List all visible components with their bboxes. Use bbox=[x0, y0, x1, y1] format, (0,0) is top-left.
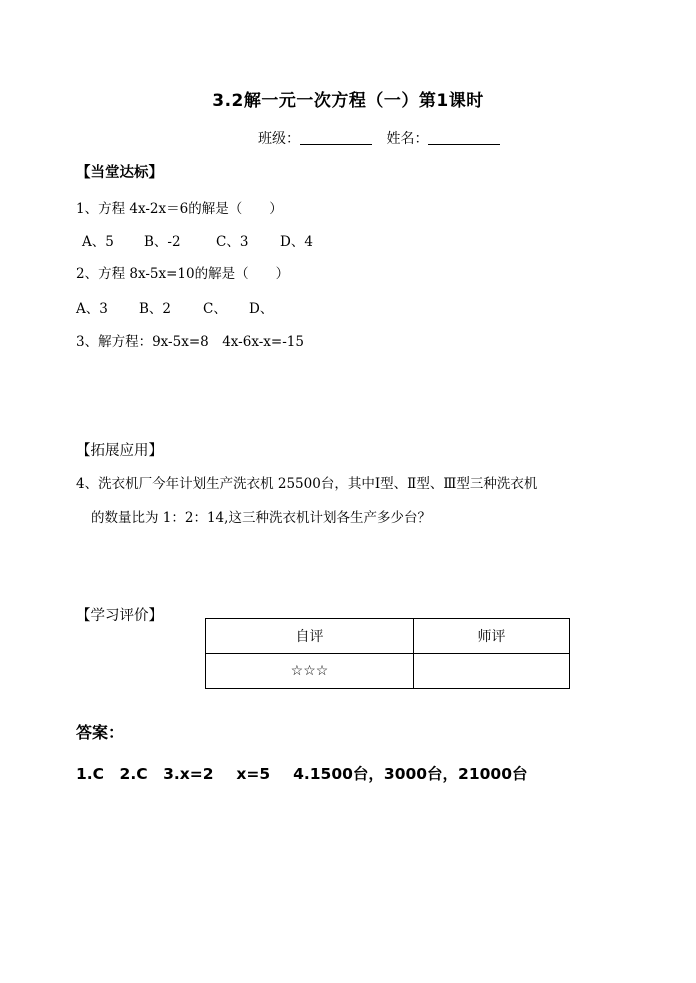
section-extension: 【拓展应用】 bbox=[76, 443, 163, 459]
question-3: 3、解方程：9x-5x=8 4x-6x-x=-15 bbox=[76, 334, 304, 350]
header-teacher: 师评 bbox=[413, 619, 569, 654]
class-label: 班级： bbox=[258, 131, 300, 147]
option-a: A、5 bbox=[82, 234, 114, 250]
question-1: 1、方程 4x-2x＝6的解是（ ） bbox=[76, 201, 283, 217]
option-c: C、 bbox=[203, 301, 227, 317]
question-2-options bbox=[76, 297, 273, 317]
option-d: D、 bbox=[249, 301, 274, 317]
option-b: B、-2 bbox=[144, 234, 181, 250]
page-title: 3.2解一元一次方程（一）第1课时 bbox=[212, 91, 484, 111]
table-row bbox=[206, 654, 570, 689]
section-evaluation: 【学习评价】 bbox=[76, 608, 163, 624]
answers-text: 1.C 2.C 3.x=2 x=5 4.1500台，3000台，21000台 bbox=[76, 765, 528, 783]
option-c: C、3 bbox=[216, 234, 249, 250]
question-4-line-1: 4、洗衣机厂今年计划生产洗衣机 25500台，其中Ⅰ型、Ⅱ型、Ⅲ型三种洗衣机 bbox=[76, 476, 538, 492]
answers-title: 答案： bbox=[76, 723, 125, 742]
question-4-line-2: 的数量比为 1：2：14,这三种洗衣机计划各生产多少台？ bbox=[91, 510, 431, 526]
self-rating-stars: ☆☆☆ bbox=[206, 654, 414, 689]
question-2: 2、方程 8x-5x=10的解是（ ） bbox=[76, 266, 290, 282]
option-d: D、4 bbox=[280, 234, 313, 250]
evaluation-table bbox=[205, 618, 570, 689]
name-blank bbox=[428, 130, 500, 145]
teacher-rating bbox=[413, 654, 569, 689]
student-info bbox=[258, 128, 510, 148]
name-label: 姓名： bbox=[386, 131, 429, 147]
question-1-options bbox=[82, 230, 313, 250]
table-row bbox=[206, 619, 570, 654]
option-a: A、3 bbox=[76, 301, 108, 317]
option-b: B、2 bbox=[139, 301, 172, 317]
header-self: 自评 bbox=[206, 619, 414, 654]
class-blank bbox=[300, 130, 372, 145]
section-practice: 【当堂达标】 bbox=[76, 165, 163, 181]
